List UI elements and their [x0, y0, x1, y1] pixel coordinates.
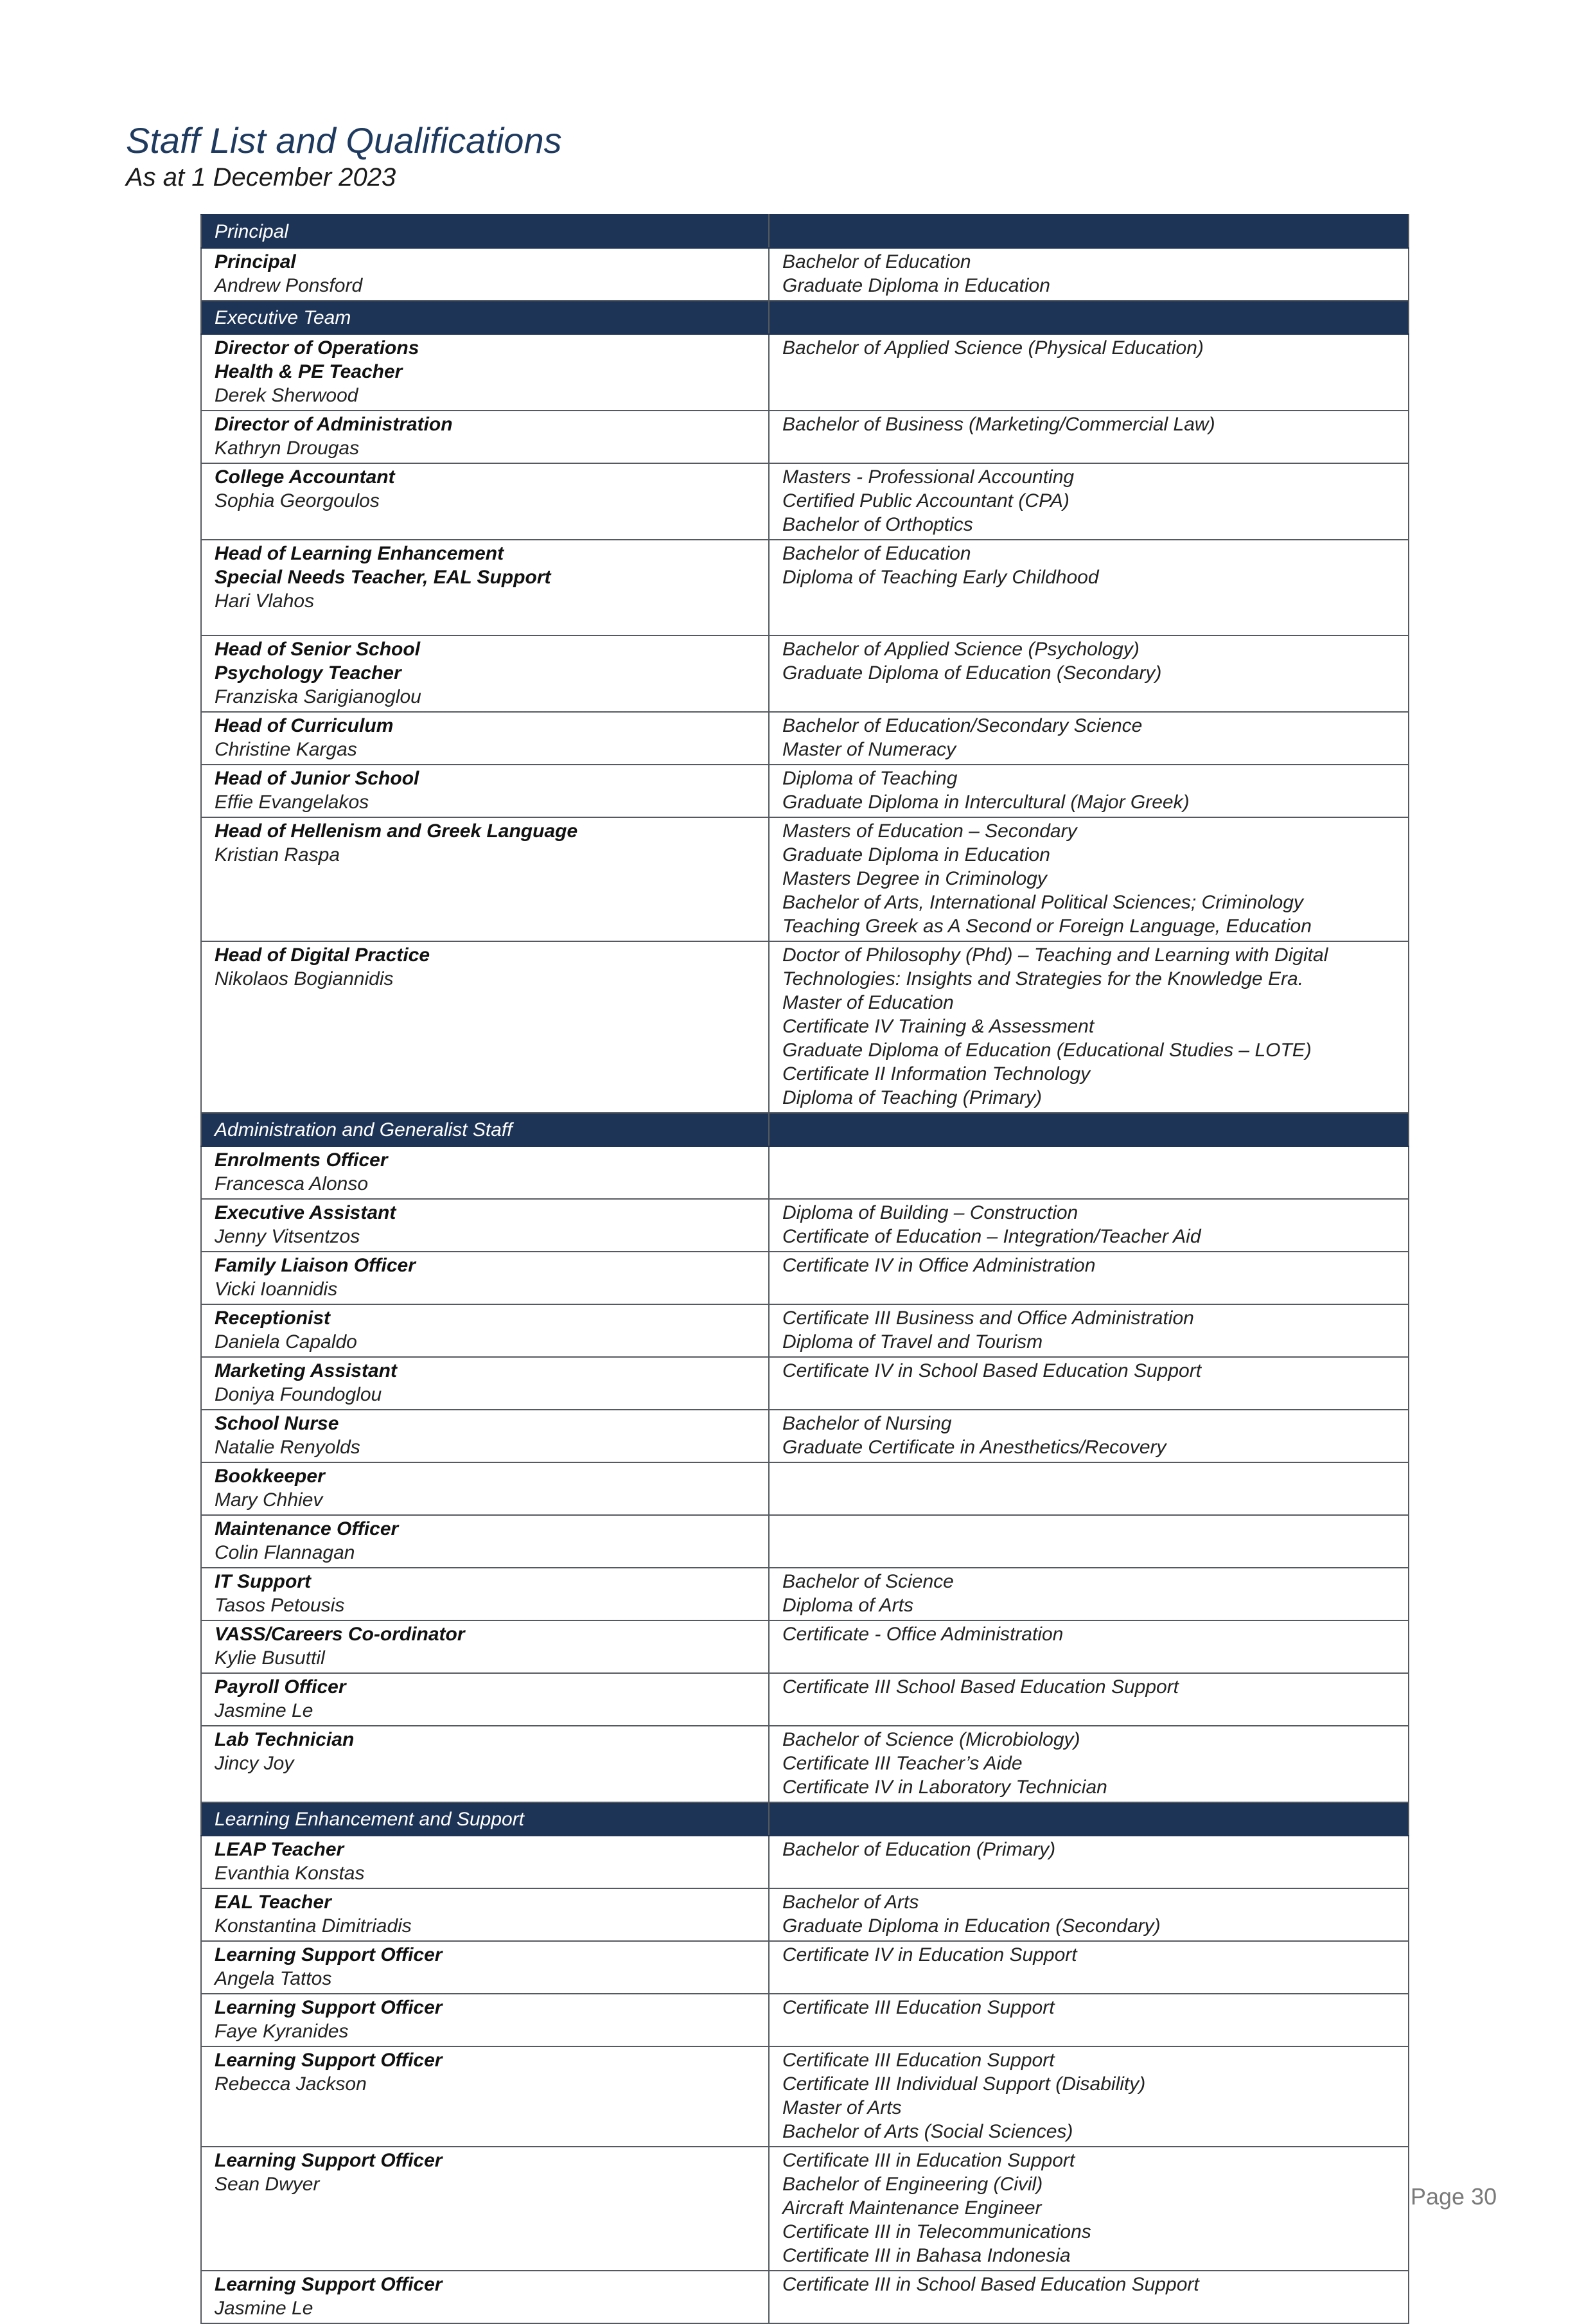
qualification: Certificate III in Telecommunications	[782, 2221, 1091, 2242]
staff-cell	[201, 765, 769, 817]
staff-cell	[201, 1199, 769, 1252]
section-header-blank	[769, 215, 1409, 248]
staff-role: Head of Digital Practice	[215, 945, 430, 966]
qualification: Certificate - Office Administration	[782, 1624, 1064, 1645]
page-subtitle: As at 1 December 2023	[126, 163, 396, 191]
qualifications-cell	[769, 1726, 1409, 1802]
staff-cell	[201, 1515, 769, 1568]
qualification: Bachelor of Nursing	[782, 1413, 952, 1434]
qualification: Graduate Diploma in Education	[782, 275, 1050, 296]
qualifications-cell	[769, 1673, 1409, 1726]
qualification: Diploma of Arts	[782, 1595, 913, 1616]
section-header-row	[201, 1113, 1409, 1146]
section-header-row	[201, 301, 1409, 334]
staff-row	[201, 1462, 1409, 1515]
qualifications-cell	[769, 1357, 1409, 1410]
qualification: Diploma of Building – Construction	[782, 1202, 1078, 1223]
staff-name: Franziska Sarigianoglou	[215, 686, 421, 707]
staff-name: Jenny Vitsentzos	[215, 1226, 360, 1247]
staff-row	[201, 2271, 1409, 2323]
staff-role: Head of Senior School	[215, 639, 421, 660]
staff-role: IT Support	[215, 1571, 311, 1592]
staff-name: Evanthia Konstas	[215, 1863, 365, 1884]
section-header-label: Learning Enhancement and Support	[201, 1802, 769, 1836]
qualification: Certificate III Teacher’s Aide	[782, 1753, 1023, 1774]
staff-role: Bookkeeper	[215, 1466, 325, 1487]
staff-role: Family Liaison Officer	[215, 1255, 416, 1276]
staff-row	[201, 1252, 1409, 1304]
staff-name: Konstantina Dimitriadis	[215, 1915, 412, 1937]
qualification: Doctor of Philosophy (Phd) – Teaching and Learning with Digital Technologies: Insights and Strategies for the Knowledge Era.	[782, 945, 1328, 989]
staff-row	[201, 1199, 1409, 1252]
qualification: Bachelor of Orthoptics	[782, 514, 973, 535]
section-header-label: Principal	[201, 215, 769, 248]
qualifications-cell	[769, 1410, 1409, 1462]
staff-row	[201, 765, 1409, 817]
staff-role: Learning Support Officer	[215, 2150, 443, 2171]
staff-role: EAL Teacher	[215, 1892, 331, 1913]
staff-cell	[201, 712, 769, 765]
qualifications-cell	[769, 1568, 1409, 1620]
staff-role: Head of Curriculum	[215, 715, 394, 736]
staff-name: Rebecca Jackson	[215, 2073, 367, 2095]
qualification: Certificate III Education Support	[782, 2050, 1055, 2071]
qualification: Master of Numeracy	[782, 739, 956, 760]
staff-cell	[201, 1410, 769, 1462]
qualification: Certificate III Individual Support (Disability)	[782, 2073, 1146, 2095]
staff-cell	[201, 1620, 769, 1673]
staff-row	[201, 1888, 1409, 1941]
staff-name: Kathryn Drougas	[215, 438, 360, 459]
qualification: Masters - Professional Accounting	[782, 466, 1075, 488]
qualification: Bachelor of Science	[782, 1571, 954, 1592]
staff-cell	[201, 1146, 769, 1199]
qualifications-cell	[769, 712, 1409, 765]
staff-cell	[201, 1462, 769, 1515]
staff-role: Learning Support Officer	[215, 1944, 443, 1965]
staff-name: Angela Tattos	[215, 1968, 332, 1989]
staff-row	[201, 411, 1409, 463]
qualification: Bachelor of Education	[782, 251, 971, 272]
qualifications-cell	[769, 1836, 1409, 1888]
staff-name: Vicki Ioannidis	[215, 1279, 338, 1300]
staff-cell	[201, 1836, 769, 1888]
staff-name: Christine Kargas	[215, 739, 357, 760]
staff-name: Francesca Alonso	[215, 1173, 369, 1194]
qualification: Certificate III in Education Support	[782, 2150, 1075, 2171]
qualification: Graduate Diploma in Education	[782, 844, 1050, 865]
staff-name: Hari Vlahos	[215, 590, 315, 612]
staff-role: School Nurse	[215, 1413, 339, 1434]
staff-role: Executive Assistant	[215, 1202, 396, 1223]
qualification: Bachelor of Education/Secondary Science	[782, 715, 1143, 736]
staff-role: Psychology Teacher	[215, 662, 401, 684]
section-header-label: Administration and Generalist Staff	[201, 1113, 769, 1146]
staff-name: Colin Flannagan	[215, 1542, 355, 1563]
staff-row	[201, 1994, 1409, 2046]
section-header-row	[201, 1802, 1409, 1836]
staff-name: Derek Sherwood	[215, 385, 358, 406]
staff-row	[201, 1836, 1409, 1888]
staff-row	[201, 817, 1409, 941]
qualification: Certificate III in School Based Education Support	[782, 2274, 1199, 2295]
qualification: Diploma of Teaching	[782, 768, 958, 789]
staff-name: Jasmine Le	[215, 1700, 313, 1721]
staff-role: Health & PE Teacher	[215, 361, 403, 382]
staff-row	[201, 1941, 1409, 1994]
qualification: Diploma of Teaching (Primary)	[782, 1087, 1043, 1108]
staff-cell	[201, 1252, 769, 1304]
staff-name: Mary Chhiev	[215, 1489, 323, 1511]
section-header-blank	[769, 1802, 1409, 1836]
staff-row	[201, 635, 1409, 712]
qualifications-cell	[769, 817, 1409, 941]
qualifications-cell	[769, 765, 1409, 817]
staff-cell	[201, 635, 769, 712]
qualification: Graduate Diploma in Education (Secondary)	[782, 1915, 1161, 1937]
staff-cell	[201, 1673, 769, 1726]
staff-role: Learning Support Officer	[215, 2274, 443, 2295]
staff-role: Head of Junior School	[215, 768, 419, 789]
staff-cell	[201, 817, 769, 941]
staff-cell	[201, 1888, 769, 1941]
qualification: Bachelor of Arts	[782, 1892, 919, 1913]
staff-row	[201, 2046, 1409, 2147]
staff-cell	[201, 2271, 769, 2323]
qualification: Graduate Certificate in Anesthetics/Recovery	[782, 1437, 1166, 1458]
qualifications-cell	[769, 1199, 1409, 1252]
qualification: Certificate IV in School Based Education Support	[782, 1360, 1202, 1381]
staff-row	[201, 1357, 1409, 1410]
staff-row	[201, 1726, 1409, 1802]
qualifications-cell	[769, 1994, 1409, 2046]
qualifications-cell	[769, 1620, 1409, 1673]
qualification: Bachelor of Business (Marketing/Commercial Law)	[782, 414, 1215, 435]
qualification: Teaching Greek as A Second or Foreign Language, Education	[782, 916, 1312, 937]
qualifications-cell	[769, 1252, 1409, 1304]
staff-role: Enrolments Officer	[215, 1149, 388, 1171]
staff-cell	[201, 2046, 769, 2147]
staff-row	[201, 334, 1409, 411]
staff-cell	[201, 1357, 769, 1410]
qualifications-cell	[769, 1304, 1409, 1357]
qualification: Masters Degree in Criminology	[782, 868, 1047, 889]
staff-role: Maintenance Officer	[215, 1518, 399, 1539]
qualifications-cell	[769, 540, 1409, 635]
staff-role: Learning Support Officer	[215, 1997, 443, 2018]
qualification: Bachelor of Engineering (Civil)	[782, 2174, 1043, 2195]
qualification: Bachelor of Arts (Social Sciences)	[782, 2121, 1073, 2142]
staff-row	[201, 1304, 1409, 1357]
staff-cell	[201, 941, 769, 1113]
staff-role: Special Needs Teacher, EAL Support	[215, 567, 551, 588]
qualifications-cell	[769, 635, 1409, 712]
qualification: Aircraft Maintenance Engineer	[782, 2197, 1042, 2219]
staff-row	[201, 1568, 1409, 1620]
staff-qualifications-table	[200, 214, 1409, 2324]
staff-row	[201, 248, 1409, 301]
staff-row	[201, 540, 1409, 635]
qualification: Graduate Diploma in Intercultural (Major Greek)	[782, 792, 1190, 813]
staff-name: Kristian Raspa	[215, 844, 340, 865]
staff-name: Sean Dwyer	[215, 2174, 320, 2195]
qualification: Certificate IV Training & Assessment	[782, 1016, 1095, 1037]
staff-role: Head of Learning Enhancement	[215, 543, 504, 564]
staff-name: Jasmine Le	[215, 2298, 313, 2319]
staff-name: Daniela Capaldo	[215, 1331, 357, 1353]
qualifications-cell	[769, 1941, 1409, 1994]
qualification: Certificate of Education – Integration/Teacher Aid	[782, 1226, 1201, 1247]
staff-name: Jincy Joy	[215, 1753, 294, 1774]
staff-row	[201, 1146, 1409, 1199]
staff-cell	[201, 2147, 769, 2271]
staff-name: Tasos Petousis	[215, 1595, 345, 1616]
staff-cell	[201, 463, 769, 540]
qualification: Master of Arts	[782, 2097, 902, 2118]
staff-role: Head of Hellenism and Greek Language	[215, 820, 578, 842]
staff-cell	[201, 1994, 769, 2046]
staff-name: Doniya Foundoglou	[215, 1384, 382, 1405]
qualification: Certificate II Information Technology	[782, 1063, 1091, 1085]
staff-name: Sophia Georgoulos	[215, 490, 380, 511]
staff-cell	[201, 1304, 769, 1357]
section-header-blank	[769, 1113, 1409, 1146]
staff-row	[201, 712, 1409, 765]
staff-row	[201, 1515, 1409, 1568]
section-header-label: Executive Team	[201, 301, 769, 334]
page-number: Page 30	[1411, 2183, 1497, 2210]
staff-table-body	[201, 215, 1409, 2323]
staff-row	[201, 1410, 1409, 1462]
staff-row	[201, 2147, 1409, 2271]
qualification: Bachelor of Education	[782, 543, 971, 564]
staff-role: College Accountant	[215, 466, 395, 488]
staff-role: Director of Administration	[215, 414, 453, 435]
staff-cell	[201, 540, 769, 635]
staff-row	[201, 941, 1409, 1113]
qualification: Masters of Education – Secondary	[782, 820, 1077, 842]
qualification: Bachelor of Arts, International Political Sciences; Criminology	[782, 892, 1303, 913]
qualification: Graduate Diploma of Education (Secondary)	[782, 662, 1162, 684]
qualification: Master of Education	[782, 992, 954, 1013]
staff-cell	[201, 1726, 769, 1802]
staff-role: Director of Operations	[215, 337, 419, 359]
qualifications-cell	[769, 2046, 1409, 2147]
staff-name: Natalie Renyolds	[215, 1437, 360, 1458]
qualification: Certificate III in Bahasa Indonesia	[782, 2245, 1071, 2266]
qualification: Certificate III Education Support	[782, 1997, 1055, 2018]
staff-name: Effie Evangelakos	[215, 792, 369, 813]
qualification: Certificate IV in Education Support	[782, 1944, 1077, 1965]
staff-cell	[201, 411, 769, 463]
staff-cell	[201, 1568, 769, 1620]
qualification: Diploma of Travel and Tourism	[782, 1331, 1043, 1353]
qualification: Bachelor of Education (Primary)	[782, 1839, 1056, 1860]
staff-cell	[201, 248, 769, 301]
staff-role: Learning Support Officer	[215, 2050, 443, 2071]
staff-role: Principal	[215, 251, 296, 272]
qualification: Certified Public Accountant (CPA)	[782, 490, 1069, 511]
page-title: Staff List and Qualifications	[126, 120, 562, 161]
qualification: Certificate IV in Laboratory Technician	[782, 1777, 1107, 1798]
qualifications-cell	[769, 1888, 1409, 1941]
qualification: Certificate III School Based Education Support	[782, 1676, 1179, 1698]
qualifications-cell	[769, 1146, 1409, 1199]
qualifications-cell	[769, 2147, 1409, 2271]
qualifications-cell	[769, 1515, 1409, 1568]
staff-row	[201, 1620, 1409, 1673]
staff-role: Receptionist	[215, 1308, 331, 1329]
qualifications-cell	[769, 941, 1409, 1113]
qualifications-cell	[769, 334, 1409, 411]
staff-role: Payroll Officer	[215, 1676, 346, 1698]
qualification: Bachelor of Applied Science (Physical Education)	[782, 337, 1204, 359]
qualifications-cell	[769, 2271, 1409, 2323]
qualification: Graduate Diploma of Education (Educational Studies – LOTE)	[782, 1040, 1312, 1061]
staff-cell	[201, 334, 769, 411]
staff-role: LEAP Teacher	[215, 1839, 344, 1860]
staff-role: VASS/Careers Co-ordinator	[215, 1624, 465, 1645]
staff-row	[201, 1673, 1409, 1726]
staff-role: Marketing Assistant	[215, 1360, 397, 1381]
qualification: Bachelor of Applied Science (Psychology)	[782, 639, 1140, 660]
staff-role: Lab Technician	[215, 1729, 355, 1750]
qualification: Certificate IV in Office Administration	[782, 1255, 1096, 1276]
qualification: Bachelor of Science (Microbiology)	[782, 1729, 1080, 1750]
section-header-row	[201, 215, 1409, 248]
qualifications-cell	[769, 248, 1409, 301]
staff-name: Kylie Busuttil	[215, 1647, 325, 1669]
staff-name: Nikolaos Bogiannidis	[215, 968, 394, 989]
staff-cell	[201, 1941, 769, 1994]
qualification: Diploma of Teaching Early Childhood	[782, 567, 1099, 588]
qualifications-cell	[769, 463, 1409, 540]
staff-name: Andrew Ponsford	[215, 275, 363, 296]
staff-row	[201, 463, 1409, 540]
qualifications-cell	[769, 1462, 1409, 1515]
section-header-blank	[769, 301, 1409, 334]
qualifications-cell	[769, 411, 1409, 463]
staff-name: Faye Kyranides	[215, 2021, 349, 2042]
qualification: Certificate III Business and Office Administration	[782, 1308, 1194, 1329]
